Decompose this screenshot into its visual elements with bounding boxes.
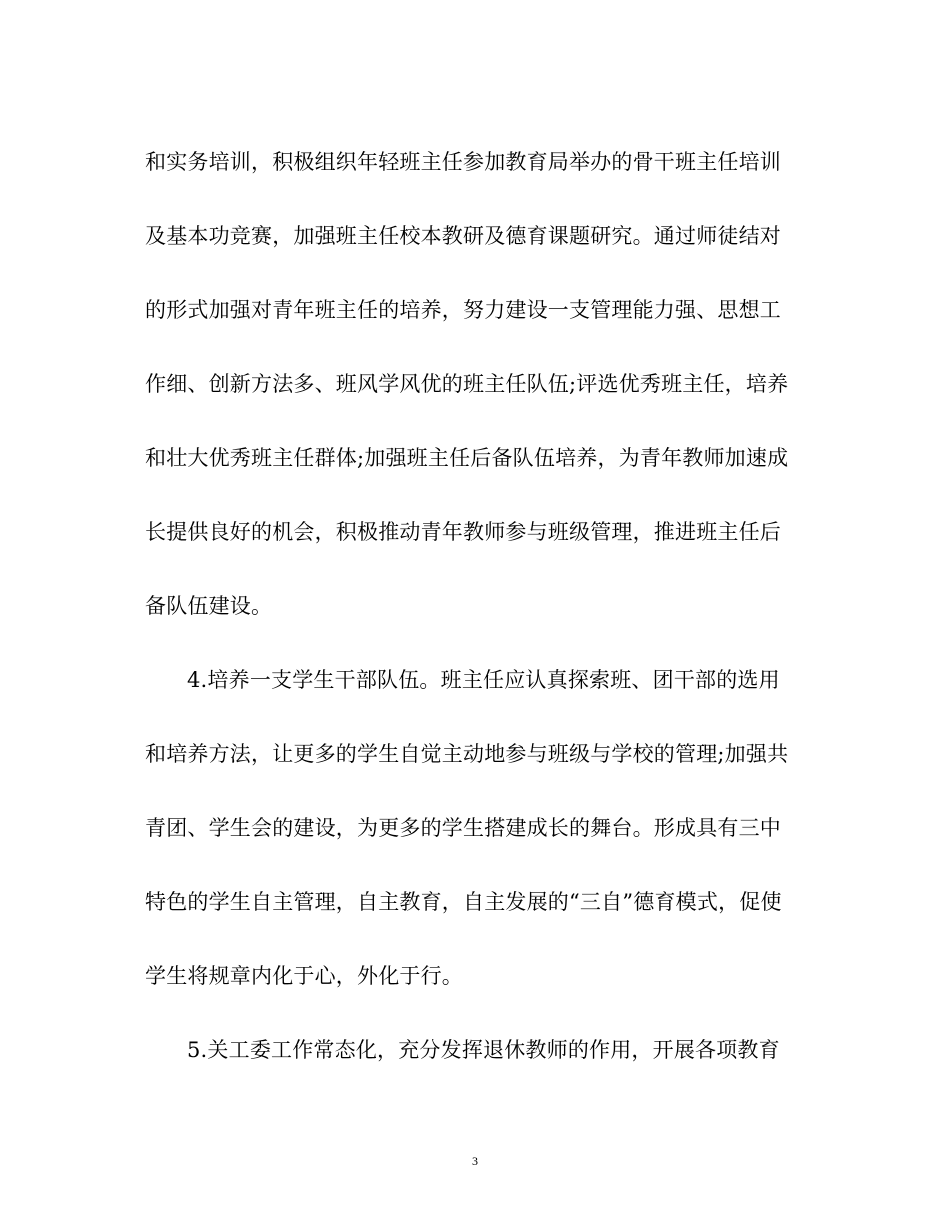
body-text-line: 及基本功竞赛，加强班主任校本教研及德育课题研究。通过师徒结对 (145, 224, 781, 248)
body-text-line: 学生将规章内化于心，外化于行。 (145, 964, 463, 988)
body-text-line: 和培养方法，让更多的学生自觉主动地参与班级与学校的管理;加强共 (145, 742, 789, 766)
body-text-line: 备队伍建设。 (145, 594, 273, 618)
body-text-line: 青团、学生会的建设，为更多的学生搭建成长的舞台。形成具有三中 (145, 816, 781, 840)
paragraph-start-line: 5.关工委工作常态化，充分发挥退休教师的作用，开展各项教育 (187, 1038, 780, 1062)
body-text-line: 作细、创新方法多、班风学风优的班主任队伍;评选优秀班主任，培养 (145, 372, 789, 396)
body-text-line: 和壮大优秀班主任群体;加强班主任后备队伍培养，为青年教师加速成 (145, 446, 789, 470)
paragraph-start-line: 4.培养一支学生干部队伍。班主任应认真探索班、团干部的选用 (187, 668, 780, 692)
body-text-line: 长提供良好的机会，积极推动青年教师参与班级管理，推进班主任后 (145, 520, 781, 544)
body-text-line: 的形式加强对青年班主任的培养，努力建设一支管理能力强、思想工 (145, 298, 781, 322)
body-text-line: 和实务培训，积极组织年轻班主任参加教育局举办的骨干班主任培训 (145, 150, 781, 174)
page-number: 3 (472, 1154, 478, 1168)
body-text-line: 特色的学生自主管理，自主教育，自主发展的“三自”德育模式，促使 (145, 890, 782, 914)
